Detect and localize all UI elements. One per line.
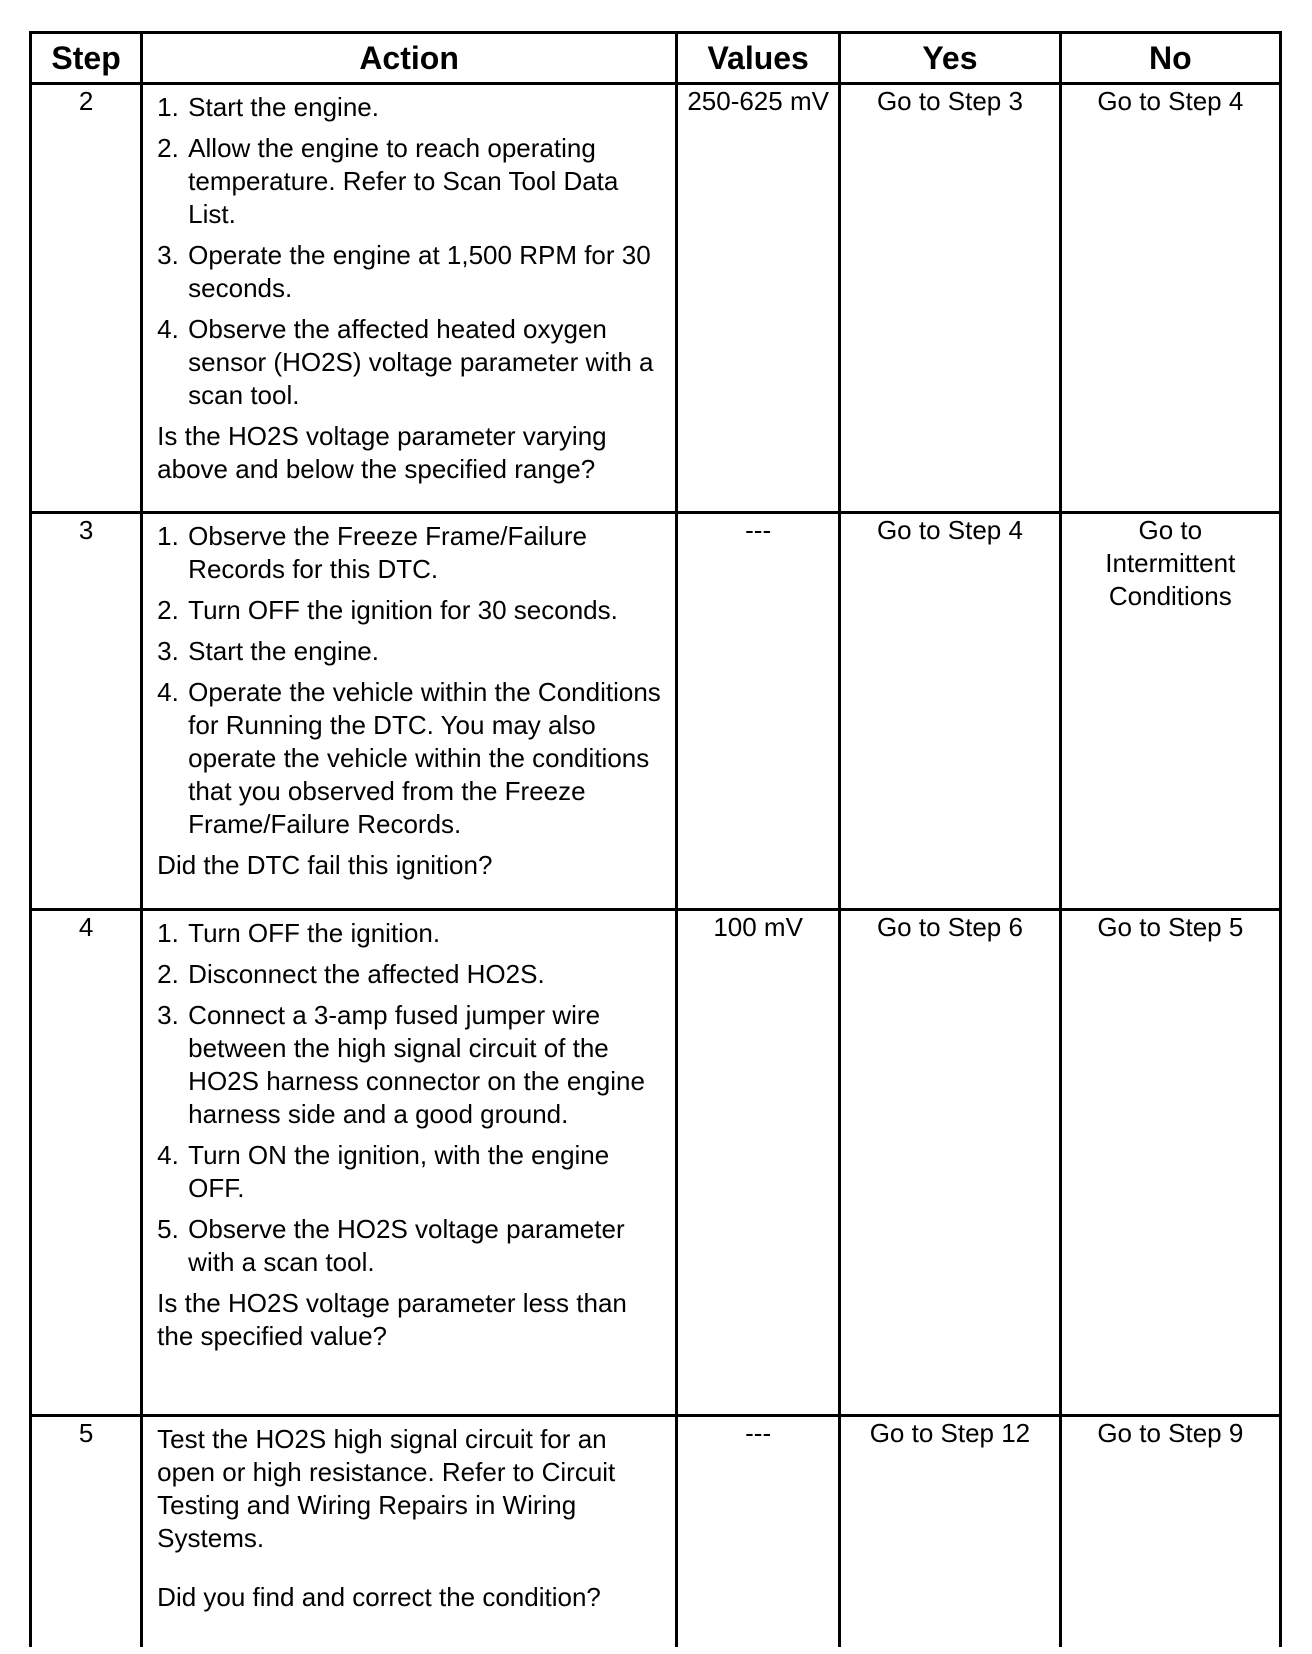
yes-cell <box>840 513 1060 910</box>
instruction-number: 3. <box>157 1000 179 1030</box>
instruction-text: Start the engine. <box>188 636 379 666</box>
instruction-item <box>157 91 661 124</box>
instruction-item <box>157 239 661 305</box>
instruction-item <box>157 999 661 1131</box>
instruction-number: 2. <box>157 595 179 625</box>
value-cell <box>677 910 840 1416</box>
instruction-item <box>157 676 661 841</box>
instruction-item <box>157 132 661 231</box>
yes-action-link[interactable]: Go to Step 3 <box>876 86 1023 116</box>
table-row <box>31 910 1281 1416</box>
diagnostic-table <box>29 31 1282 1647</box>
table-row <box>31 84 1281 513</box>
question-text: Is the HO2S voltage parameter less than the specified value? <box>157 1288 627 1351</box>
yes-action-link[interactable]: Go to Step 12 <box>869 1418 1031 1448</box>
step-number-cell <box>31 513 142 910</box>
instruction-number: 4. <box>157 677 179 707</box>
step-number: 5 <box>78 1418 94 1448</box>
instruction-list <box>157 91 661 412</box>
instruction-text: Operate the engine at 1,500 RPM for 30 seconds. <box>188 240 651 303</box>
table-row <box>31 1416 1281 1648</box>
instruction-list <box>157 917 661 1279</box>
step-number-cell <box>31 910 142 1416</box>
instruction-item <box>157 958 661 991</box>
step-number: 3 <box>78 515 94 545</box>
question-text: Is the HO2S voltage parameter varying above and below the specified range? <box>157 421 607 484</box>
yes-cell <box>840 84 1060 513</box>
action-cell <box>142 513 677 910</box>
header-values: Values <box>677 33 840 84</box>
instruction-text: Turn OFF the ignition for 30 seconds. <box>188 595 618 625</box>
step-number-cell <box>31 84 142 513</box>
instruction-number: 5. <box>157 1214 179 1244</box>
step-number: 4 <box>78 912 94 942</box>
no-cell <box>1060 513 1280 910</box>
specified-value: 250-625 mV <box>687 86 829 116</box>
instruction-text: Start the engine. <box>188 92 379 122</box>
instruction-number: 1. <box>157 918 179 948</box>
no-action-link[interactable]: Go to Step 5 <box>1097 912 1244 942</box>
header-action: Action <box>142 33 677 84</box>
instruction-number: 1. <box>157 92 179 122</box>
instruction-number: 2. <box>157 959 179 989</box>
table-row <box>31 513 1281 910</box>
no-action-link[interactable]: Go to Step 9 <box>1097 1418 1244 1448</box>
value-cell <box>677 84 840 513</box>
instruction-number: 3. <box>157 240 179 270</box>
header-yes: Yes <box>840 33 1060 84</box>
instruction-item <box>157 917 661 950</box>
instruction-text: Observe the HO2S voltage parameter with a scan tool. <box>188 1214 625 1277</box>
instruction-text: Turn OFF the ignition. <box>188 918 441 948</box>
instruction-text: Operate the vehicle within the Conditions for Running the DTC. You may also operate the vehicle within the conditions that you observed from the Freeze Frame/Failure Records. <box>188 677 661 839</box>
action-cell <box>142 84 677 513</box>
action-cell <box>142 1416 677 1648</box>
instruction-text: Disconnect the affected HO2S. <box>188 959 545 989</box>
instruction-text: Allow the engine to reach operating temperature. Refer to Scan Tool Data List. <box>188 133 619 229</box>
specified-value: 100 mV <box>713 912 803 942</box>
action-cell <box>142 910 677 1416</box>
instruction-number: 1. <box>157 521 179 551</box>
instruction-item <box>157 635 661 668</box>
instruction-item <box>157 594 661 627</box>
yes-action-link[interactable]: Go to Step 4 <box>876 515 1023 545</box>
header-step: Step <box>31 33 142 84</box>
instruction-text: Observe the affected heated oxygen sensor (HO2S) voltage parameter with a scan tool. <box>188 314 654 410</box>
header-row <box>31 33 1281 84</box>
instruction-text: Turn ON the ignition, with the engine OFF. <box>188 1140 610 1203</box>
no-action-link[interactable]: Go to Step 4 <box>1097 86 1244 116</box>
yes-cell <box>840 910 1060 1416</box>
instruction-text: Observe the Freeze Frame/Failure Records for this DTC. <box>188 521 587 584</box>
step-number-cell <box>31 1416 142 1648</box>
specified-value: --- <box>745 1418 772 1448</box>
instruction-number: 2. <box>157 133 179 163</box>
value-cell <box>677 1416 840 1648</box>
yes-action-link[interactable]: Go to Step 6 <box>876 912 1023 942</box>
instruction-item <box>157 313 661 412</box>
instruction-text: Connect a 3-amp fused jumper wire between the high signal circuit of the HO2S harness connector on the engine harness side and a good ground. <box>188 1000 645 1129</box>
instruction-number: 4. <box>157 314 179 344</box>
instruction-list <box>157 520 661 841</box>
step-number: 2 <box>78 86 94 116</box>
instruction-item <box>157 1139 661 1205</box>
yes-cell <box>840 1416 1060 1648</box>
no-cell <box>1060 84 1280 513</box>
instruction-item <box>157 1213 661 1279</box>
no-cell <box>1060 1416 1280 1648</box>
no-cell <box>1060 910 1280 1416</box>
instruction-number: 3. <box>157 636 179 666</box>
instruction-item <box>157 520 661 586</box>
question-text: Did you find and correct the condition? <box>157 1582 601 1612</box>
value-cell <box>677 513 840 910</box>
instruction-number: 4. <box>157 1140 179 1170</box>
no-action-link[interactable]: Go to Intermittent Conditions <box>1105 515 1236 611</box>
header-no: No <box>1060 33 1280 84</box>
instruction-paragraph: Test the HO2S high signal circuit for an open or high resistance. Refer to Circuit Testing and Wiring Repairs in Wiring Systems. <box>157 1424 616 1553</box>
specified-value: --- <box>745 515 772 545</box>
question-text: Did the DTC fail this ignition? <box>157 850 493 880</box>
